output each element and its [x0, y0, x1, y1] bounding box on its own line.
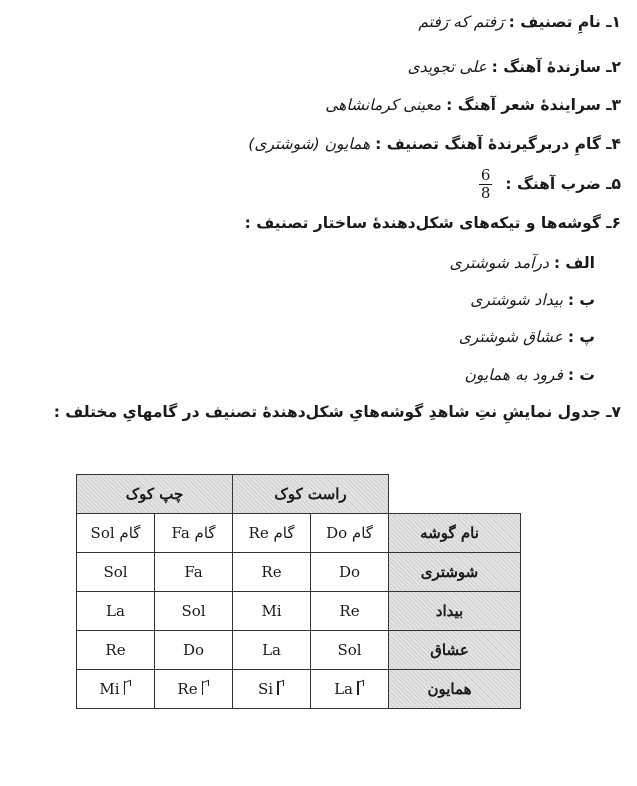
item-5: ۵ـ ضرب آهنگ : $\frac{6}{8}$	[480, 166, 621, 202]
table-row	[77, 631, 521, 670]
table-cell: Sol	[77, 553, 155, 592]
sub-item-pe: پ : عشاق شوشتری	[458, 328, 595, 346]
koron-icon	[201, 681, 210, 695]
row-name-cell: عشاق	[389, 631, 521, 670]
table-cell: Mi	[233, 592, 311, 631]
sub-item-te: ت : فرود به همایون	[464, 366, 595, 384]
table-cell: Re	[155, 670, 233, 709]
table-cell: Fa	[155, 553, 233, 592]
table-row	[77, 553, 521, 592]
koron-icon	[356, 681, 365, 695]
koron-icon	[123, 681, 132, 695]
table-cell: Sol	[311, 631, 389, 670]
table-cell: La	[233, 631, 311, 670]
item-2: ۲ـ سازندهٔ آهنگ : علی تجویدی	[407, 58, 621, 76]
table-cell: Si	[233, 670, 311, 709]
group-right-header: راست کوک	[233, 475, 389, 514]
table-cell: La	[311, 670, 389, 709]
row-name-cell: همایون	[389, 670, 521, 709]
header-name-cell: نام گوشه	[389, 514, 521, 553]
table-header-row	[77, 514, 521, 553]
table-cell: La	[77, 592, 155, 631]
table-group-row	[77, 475, 521, 514]
table-row	[77, 592, 521, 631]
empty-corner	[389, 475, 521, 514]
item-4: ۴ـ گامِ دربرگیرندهٔ آهنگ تصنیف : همایون (شوشتری)	[248, 135, 621, 153]
item-3: ۳ـ سرایندهٔ شعر آهنگ : معینی کرمانشاهی	[325, 96, 621, 114]
item-7: ۷ـ جدول نمایشِ نتِ شاهدِ گوشه‌هایِ شکل‌دهندهٔ تصنیف در گامهایِ مختلف :	[53, 403, 621, 421]
table-cell: Mi	[77, 670, 155, 709]
header-cell: گام Sol	[77, 514, 155, 553]
table-cell: Re	[77, 631, 155, 670]
group-left-header: چپ کوک	[77, 475, 233, 514]
time-signature: $\frac{6}{8}$	[480, 166, 491, 202]
header-cell: گام Fa	[155, 514, 233, 553]
koron-icon	[276, 681, 285, 695]
table-cell: Re	[311, 592, 389, 631]
table-cell: Re	[233, 553, 311, 592]
table-cell: Do	[155, 631, 233, 670]
header-cell: گام Re	[233, 514, 311, 553]
header-cell: گام Do	[311, 514, 389, 553]
notes-table	[76, 474, 521, 709]
item-1: ۱ـ نامِ تصنیف : رَفتم که رَفتم	[418, 13, 621, 31]
row-name-cell: بیداد	[389, 592, 521, 631]
sub-item-alef: الف : درآمد شوشتری	[449, 254, 595, 272]
sub-item-be: ب : بیداد شوشتری	[470, 291, 595, 309]
item-6: ۶ـ گوشه‌ها و تیکه‌های شکل‌دهندهٔ ساختار تصنیف :	[244, 214, 621, 232]
row-name-cell: شوشتری	[389, 553, 521, 592]
table-row	[77, 670, 521, 709]
table-cell: Sol	[155, 592, 233, 631]
table-cell: Do	[311, 553, 389, 592]
